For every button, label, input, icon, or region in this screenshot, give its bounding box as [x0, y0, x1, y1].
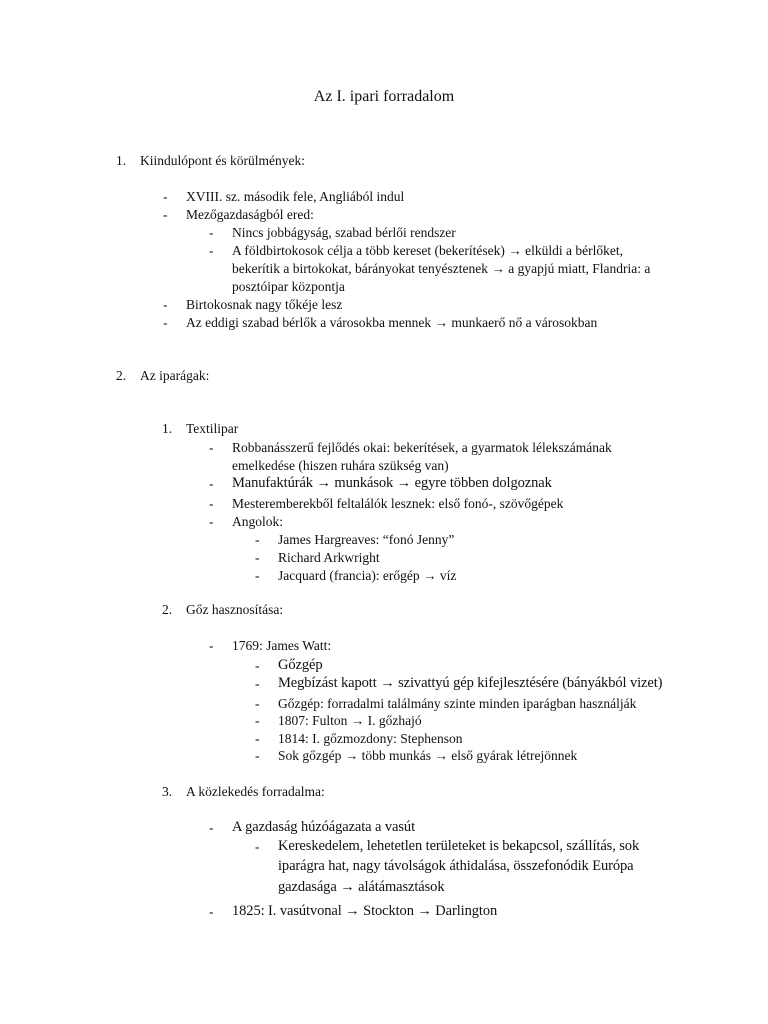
list-item: Angolok: — [232, 514, 284, 529]
subsection-2-number: 2. — [162, 602, 173, 617]
bullet-dash: - — [255, 568, 260, 583]
subsection-3-heading: A közlekedés forradalma: — [186, 784, 325, 799]
list-item-continuation: bekerítik a birtokokat, bárányokat tenyésztenek → a gyapjú miatt, Flandria: a — [232, 261, 651, 276]
list-item: Gőzgép — [278, 657, 323, 673]
subsection-3-number: 3. — [162, 784, 173, 799]
bullet-dash: - — [209, 904, 214, 919]
list-item: Az eddigi szabad bérlők a városokba mennek → munkaerő nő a városokban — [186, 315, 598, 330]
list-item: Megbízást kapott → szivattyú gép kifejlesztésére (bányákból vizet) — [278, 675, 663, 691]
subsection-1-heading: Textilipar — [186, 421, 239, 436]
bullet-dash: - — [255, 550, 260, 565]
list-item: Mesteremberekből feltalálók lesznek: első fonó-, szövőgépek — [232, 496, 564, 511]
list-item: 1814: I. gőzmozdony: Stephenson — [278, 731, 463, 746]
bullet-dash: - — [255, 839, 260, 854]
list-item: Sok gőzgép → több munkás → első gyárak létrejönnek — [278, 748, 578, 763]
subsection-2-heading: Gőz hasznosítása: — [186, 602, 284, 617]
list-item: Gőzgép: forradalmi találmány szinte minden iparágban használják — [278, 696, 637, 711]
bullet-dash: - — [209, 476, 214, 491]
list-item: 1807: Fulton → I. gőzhajó — [278, 713, 422, 728]
bullet-dash: - — [209, 243, 214, 258]
bullet-dash: - — [209, 514, 214, 529]
list-item: Richard Arkwright — [278, 550, 380, 565]
bullet-dash: - — [209, 225, 214, 240]
list-item: Kereskedelem, lehetetlen területeket is bekapcsol, szállítás, sok — [278, 838, 640, 854]
bullet-dash: - — [209, 638, 214, 653]
list-item-continuation: gazdasága → alátámasztások — [278, 879, 445, 895]
list-item-continuation: iparágra hat, nagy távolságok áthidalása, összefonódik Európa — [278, 858, 634, 874]
bullet-dash: - — [255, 658, 260, 673]
subsection-1-number: 1. — [162, 421, 173, 436]
list-item: 1825: I. vasútvonal → Stockton → Darlington — [232, 903, 498, 919]
bullet-dash: - — [209, 820, 214, 835]
bullet-dash: - — [255, 731, 260, 746]
list-item: Nincs jobbágyság, szabad bérlői rendszer — [232, 225, 456, 240]
list-item-continuation: posztóipar központja — [232, 279, 345, 294]
bullet-dash: - — [163, 207, 168, 222]
bullet-dash: - — [255, 713, 260, 728]
list-item: 1769: James Watt: — [232, 638, 332, 653]
list-item: XVIII. sz. második fele, Angliából indul — [186, 189, 405, 204]
list-item-continuation: emelkedése (hiszen ruhára szükség van) — [232, 458, 449, 473]
list-item: A gazdaság húzóágazata a vasút — [232, 819, 415, 835]
bullet-dash: - — [163, 189, 168, 204]
list-item: Jacquard (francia): erőgép → víz — [278, 568, 457, 583]
document-title: Az I. ipari forradalom — [313, 88, 455, 105]
list-item: Robbanásszerű fejlődés okai: bekerítések, a gyarmatok lélekszámának — [232, 440, 612, 455]
bullet-dash: - — [255, 532, 260, 547]
list-item: Birtokosnak nagy tőkéje lesz — [186, 297, 343, 312]
section-2-heading: Az iparágak: — [140, 368, 210, 383]
list-item: Manufaktúrák → munkások → egyre többen dolgoznak — [232, 475, 552, 491]
bullet-dash: - — [209, 496, 214, 511]
list-item: James Hargreaves: “fonó Jenny” — [278, 532, 455, 547]
bullet-dash: - — [163, 297, 168, 312]
bullet-dash: - — [255, 696, 260, 711]
bullet-dash: - — [163, 315, 168, 330]
list-item: A földbirtokosok célja a több kereset (bekerítések) → elküldi a bérlőket, — [232, 243, 623, 258]
section-1-number: 1. — [116, 153, 127, 168]
bullet-dash: - — [255, 676, 260, 691]
list-item: Mezőgazdaságból ered: — [186, 207, 314, 222]
section-2-number: 2. — [116, 368, 127, 383]
section-1-heading: Kiindulópont és körülmények: — [140, 153, 305, 168]
bullet-dash: - — [255, 748, 260, 763]
bullet-dash: - — [209, 440, 214, 455]
